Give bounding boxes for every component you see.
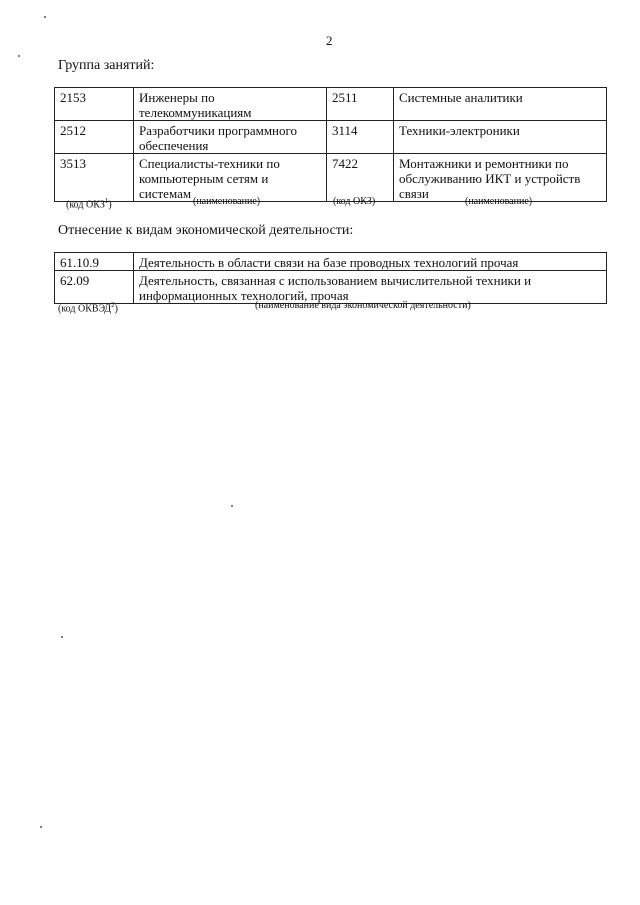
scan-speck xyxy=(231,505,233,507)
okz-code-cell: 3114 xyxy=(327,121,394,154)
okz-code-caption: (код ОКЗ$^1$) xyxy=(66,197,112,211)
occupation-name-cell: Техники-электроники xyxy=(394,121,607,154)
activity-name-caption: (наименование вида экономической деятельности) xyxy=(255,300,471,311)
occupation-name-cell: Системные аналитики xyxy=(394,88,607,121)
scan-speck xyxy=(18,55,20,57)
activities-table xyxy=(54,252,607,304)
table-row xyxy=(55,253,607,271)
activity-name-cell: Деятельность, связанная с использованием вычислительной техники и информационных технологий, прочая xyxy=(134,271,607,304)
name-caption: (наименование) xyxy=(465,196,533,207)
okz-code-cell: 2512 xyxy=(55,121,134,154)
activity-name-cell: Деятельность в области связи на базе проводных технологий прочая xyxy=(134,253,607,271)
occupation-name-cell: Инженеры по телекоммуникациям xyxy=(134,88,327,121)
okved-code-caption: (код ОКВЭД$^2$) xyxy=(58,301,118,315)
okz-code-cell: 2511 xyxy=(327,88,394,121)
okz-code-caption: (код ОКЗ) xyxy=(333,196,376,207)
okved-code-cell: 62.09 xyxy=(55,271,134,304)
table-row xyxy=(55,154,607,202)
table-row xyxy=(55,121,607,154)
table-row xyxy=(55,271,607,304)
occupation-name-cell: Разработчики программного обеспечения xyxy=(134,121,327,154)
scan-speck xyxy=(40,826,42,828)
occupations-table xyxy=(54,87,607,202)
occupations-heading: Группа занятий: xyxy=(58,58,155,73)
okved-code-cell: 61.10.9 xyxy=(55,253,134,271)
name-caption: (наименование) xyxy=(193,196,261,207)
okz-code-cell: 7422 xyxy=(327,154,394,202)
activities-heading: Отнесение к видам экономической деятельности: xyxy=(58,223,354,238)
occupation-name-cell: Специалисты-техники по компьютерным сетям и системам xyxy=(134,154,327,202)
okz-code-cell: 2153 xyxy=(55,88,134,121)
scan-speck xyxy=(61,636,63,638)
scan-speck xyxy=(44,16,46,18)
table-row xyxy=(55,88,607,121)
okz-code-cell: 3513 xyxy=(55,154,134,202)
occupation-name-cell: Монтажники и ремонтники по обслуживанию ИКТ и устройств связи xyxy=(394,154,607,202)
page-number: 2 xyxy=(326,33,333,48)
